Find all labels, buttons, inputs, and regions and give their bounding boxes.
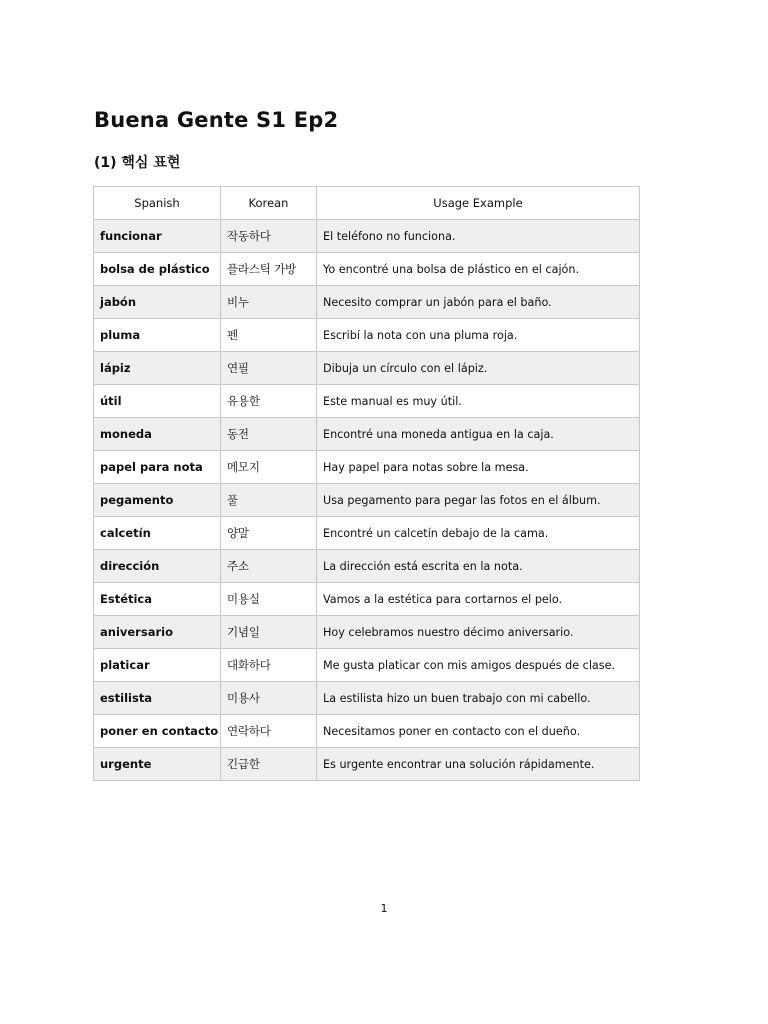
cell-spanish: platicar: [94, 649, 221, 682]
cell-spanish: lápiz: [94, 352, 221, 385]
page-title: Buena Gente S1 Ep2: [94, 108, 339, 132]
cell-korean: 대화하다: [221, 649, 317, 682]
table-row: [94, 649, 640, 682]
cell-spanish: aniversario: [94, 616, 221, 649]
table-row: [94, 715, 640, 748]
cell-korean: 미용사: [221, 682, 317, 715]
table-row: [94, 682, 640, 715]
cell-usage-example: Este manual es muy útil.: [317, 385, 640, 418]
cell-korean: 작동하다: [221, 220, 317, 253]
cell-spanish: funcionar: [94, 220, 221, 253]
column-header-usage-example: Usage Example: [317, 187, 640, 220]
table-row: [94, 385, 640, 418]
cell-usage-example: La estilista hizo un buen trabajo con mi cabello.: [317, 682, 640, 715]
column-header-spanish: Spanish: [94, 187, 221, 220]
cell-usage-example: El teléfono no funciona.: [317, 220, 640, 253]
table-row: [94, 484, 640, 517]
cell-korean: 미용실: [221, 583, 317, 616]
cell-korean: 긴급한: [221, 748, 317, 781]
page-number: 1: [380, 902, 388, 915]
cell-usage-example: Vamos a la estética para cortarnos el pelo.: [317, 583, 640, 616]
cell-korean: 펜: [221, 319, 317, 352]
cell-usage-example: Encontré un calcetín debajo de la cama.: [317, 517, 640, 550]
cell-usage-example: Me gusta platicar con mis amigos después de clase.: [317, 649, 640, 682]
table-row: [94, 286, 640, 319]
cell-korean: 풀: [221, 484, 317, 517]
cell-spanish: pegamento: [94, 484, 221, 517]
cell-spanish: bolsa de plástico: [94, 253, 221, 286]
cell-usage-example: Necesito comprar un jabón para el baño.: [317, 286, 640, 319]
cell-korean: 플라스틱 가방: [221, 253, 317, 286]
cell-korean: 메모지: [221, 451, 317, 484]
section-heading: (1) 핵심 표현: [94, 155, 181, 171]
cell-usage-example: Hoy celebramos nuestro décimo aniversario.: [317, 616, 640, 649]
cell-korean: 유용한: [221, 385, 317, 418]
table-row: [94, 748, 640, 781]
cell-korean: 연필: [221, 352, 317, 385]
table-header-row: [94, 187, 640, 220]
cell-spanish: útil: [94, 385, 221, 418]
cell-spanish: Estética: [94, 583, 221, 616]
table-row: [94, 319, 640, 352]
cell-usage-example: Hay papel para notas sobre la mesa.: [317, 451, 640, 484]
table-row: [94, 451, 640, 484]
table-row: [94, 253, 640, 286]
cell-korean: 연락하다: [221, 715, 317, 748]
cell-spanish: pluma: [94, 319, 221, 352]
vocabulary-table: [93, 186, 640, 781]
cell-usage-example: La dirección está escrita en la nota.: [317, 550, 640, 583]
cell-spanish: estilista: [94, 682, 221, 715]
table-row: [94, 220, 640, 253]
cell-usage-example: Yo encontré una bolsa de plástico en el cajón.: [317, 253, 640, 286]
cell-usage-example: Necesitamos poner en contacto con el dueño.: [317, 715, 640, 748]
cell-spanish: calcetín: [94, 517, 221, 550]
cell-usage-example: Es urgente encontrar una solución rápidamente.: [317, 748, 640, 781]
table-row: [94, 418, 640, 451]
column-header-korean: Korean: [221, 187, 317, 220]
cell-usage-example: Dibuja un círculo con el lápiz.: [317, 352, 640, 385]
cell-korean: 기념일: [221, 616, 317, 649]
cell-usage-example: Escribí la nota con una pluma roja.: [317, 319, 640, 352]
cell-spanish: dirección: [94, 550, 221, 583]
cell-korean: 동전: [221, 418, 317, 451]
table-row: [94, 616, 640, 649]
cell-korean: 양말: [221, 517, 317, 550]
cell-spanish: urgente: [94, 748, 221, 781]
cell-spanish: poner en contacto: [94, 715, 221, 748]
table-row: [94, 583, 640, 616]
table-row: [94, 352, 640, 385]
cell-korean: 주소: [221, 550, 317, 583]
cell-spanish: papel para nota: [94, 451, 221, 484]
cell-korean: 비누: [221, 286, 317, 319]
cell-usage-example: Encontré una moneda antigua en la caja.: [317, 418, 640, 451]
table-body: [94, 220, 640, 781]
cell-spanish: jabón: [94, 286, 221, 319]
cell-usage-example: Usa pegamento para pegar las fotos en el álbum.: [317, 484, 640, 517]
table-row: [94, 517, 640, 550]
table-row: [94, 550, 640, 583]
cell-spanish: moneda: [94, 418, 221, 451]
